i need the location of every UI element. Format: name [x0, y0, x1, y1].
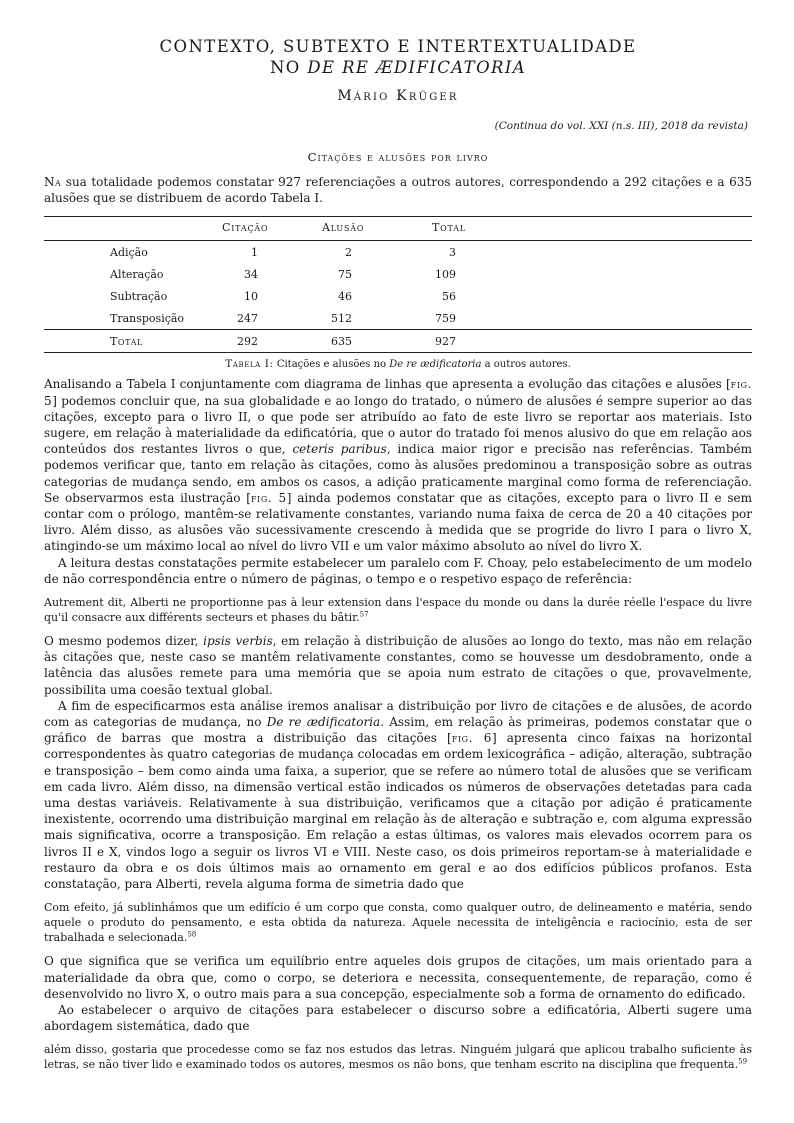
paragraph-equilibrio: O que significa que se verifica um equilíbrio entre aqueles dois grupos de citações, um mais orientado para a materialidade da obra que, como o corpo, se deteriora e necessita, consequentemente, de reparação, como é desenvolvido no livro X, o outro mais para a sua concepção, especialmente sob a forma de ornamento do edificado.: [44, 954, 752, 1001]
paragraph-ipsis-verbis: O mesmo podemos dizer, ipsis verbis, em relação à distribuição de alusões ao longo do texto, mas não em relação às citações que, neste caso se mantêm relativamente constantes, como se houvesse um desdobramento, onde a latência das alusões remete para uma memória que se apoia num estrato de citações o que, provavelmente, possibilita uma coesão textual global.: [44, 634, 752, 697]
table-header-alusao: Alusão: [322, 217, 432, 241]
caption-text-1: Citações e alusões no: [273, 359, 390, 371]
table-total-row: [44, 330, 752, 353]
article-page: [44, 36, 752, 1080]
caption-text-2: a outros autores.: [481, 359, 571, 371]
table-row: [44, 285, 752, 307]
row-label: Total: [44, 330, 222, 353]
cell-alusao: 635: [322, 330, 432, 353]
cell-citacao: 10: [244, 289, 258, 303]
row-label: Adição: [110, 245, 148, 259]
paragraph-choay: A leitura destas constatações permite estabelecer um paralelo com F. Choay, pelo estabelecimento de um modelo de não correspondência entre o número de páginas, o tempo e o respetivo espaço de referência:: [44, 555, 752, 586]
cell-citacao: 247: [237, 311, 258, 325]
intro-paragraph: [44, 174, 752, 206]
block-quote-edificio: Com efeito, já sublinhámos que um edifício é um corpo que consta, como qualquer outro, de delineamento e matéria, sendo aquele o produto do pensamento, e esta obtida da natureza. Aquele necessita de inteligência e raciocínio, esta de ser trabalhada e selecionada.$^{58}$: [44, 901, 752, 945]
table-citacoes-alusoes: [44, 216, 752, 353]
title-line-1: CONTEXTO, SUBTEXTO E INTERTEXTUALIDADE: [159, 37, 637, 56]
title-line-2-italic: DE RE ÆDIFICATORIA: [307, 58, 527, 77]
cell-alusao: 512: [331, 311, 352, 325]
table-header-citacao: Citação: [222, 217, 322, 241]
cell-total: 109: [435, 267, 456, 281]
paragraph-analysis: Analisando a Tabela I conjuntamente com diagrama de linhas que apresenta a evolução das citações e alusões [fig. 5] podemos concluir que, na sua globalidade e ao longo do tratado, o número de alusões é sempre superior ao das citações, excepto para o livro II, o que pode ser atribuído ao fato de este livro se reportar aos materiais. Isto sugere, em relação à materialidade da edificatória, que o autor do tratado foi menos alusivo do que em relação aos conteúdos dos restantes livros o que, ceteris paribus, indica maior rigor e precisão nas referências. Também podemos verificar que, tanto em relação às citações, como às alusões predominou a transposição sobre as outras categorias de mudança sendo, em ambos os casos, a adição praticamente marginal como forma de referenciação. Se observarmos esta ilustração [fig. 5] ainda podemos constatar que as citações, excepto para o livro II e sem contar com o prólogo, mantêm-se relativamente constantes, variando numa faixa de cerca de 20 a 40 citações por livro. Além disso, as alusões vão sucessivamente crescendo à medida que se progride do livro I para o livro X, atingindo-se um máximo local ao nível do livro VII e um valor máximo absoluto ao nível do livro X.: [44, 377, 752, 554]
cell-alusao: 75: [338, 267, 352, 281]
row-label: Transposição: [110, 311, 185, 325]
figure-reference[interactable]: fig. 5: [44, 377, 752, 408]
table-row: [44, 263, 752, 285]
cell-citacao: 292: [222, 330, 322, 353]
table-row: [44, 241, 752, 264]
table-row: [44, 307, 752, 330]
intro-first-word: Na: [44, 175, 62, 189]
table-header-total: Total: [432, 217, 752, 241]
title-line-2-prefix: NO: [269, 58, 308, 77]
cell-total: 759: [435, 311, 456, 325]
cell-citacao: 34: [244, 267, 258, 281]
footnote-ref[interactable]: 58: [187, 930, 197, 939]
paragraph-distribution: A fim de especificarmos esta análise iremos analisar a distribuição por livro de citações e de alusões, de acordo com as categorias de mudança, no De re ædificatoria. Assim, em relação às primeiras, podemos constatar que o gráfico de barras que mostra a distribuição das citações [fig. 6] apresenta cinco faixas na horizontal correspondentes às quatro categorias de mudança colocadas em ordem lexicográfica – adição, alteração, subtração e transposição – bem como ainda uma faixa, a superior, que se refere ao número total de alusões que se verificam em cada livro. Além disso, na dimensão vertical estão indicados os números de observações detetadas para cada uma destas variáveis. Relativamente à sua distribuição, verificamos que a citação por adição é praticamente inexistente, ocorrendo uma distribuição marginal em relação às de alteração e subtração e, com alguma expressão mais significativa, ocorre a transposição. Em relação a estas últimas, os valores mais elevados ocorrem para os livros II e X, vindos logo a seguir os livros VI e VIII. Neste caso, os dois primeiros reportam-se à materialidade e restauro da obra e os dois últimos mais ao ornamento em geral e ao dos edifícios públicos profanos. Esta constatação, para Alberti, revela alguma forma de simetria dado que: [44, 698, 753, 892]
table-header-empty: [44, 217, 222, 241]
table-caption: [44, 358, 752, 370]
cell-total: 927: [432, 330, 752, 353]
section-heading: Citações e alusões por livro: [307, 150, 489, 164]
row-label: Alteração: [110, 267, 164, 281]
figure-reference[interactable]: fig. 5: [250, 490, 287, 505]
intro-text: sua totalidade podemos constatar 927 referenciações a outros autores, correspondendo a 292 citações e a 635 alusões que se distribuem de acordo Tabela I.: [44, 175, 752, 206]
block-quote-letras: além disso, gostaria que procedesse como se faz nos estudos das letras. Ninguém julgará que aplicou trabalho suficiente às letras, se não tiver lido e examinado todos os autores, mesmos os não bons, que tenham escrito na disciplina que frequenta.$^{59}$: [44, 1043, 752, 1072]
paragraph-arquivo: Ao estabelecer o arquivo de citações para estabelecer o discurso sobre a edificatória, Alberti sugere uma abordagem sistemática, dado que: [44, 1002, 752, 1034]
row-label: Subtração: [110, 289, 168, 303]
caption-label: Tabela I:: [225, 358, 274, 371]
cell-total: 3: [449, 245, 456, 259]
footnote-ref[interactable]: 59: [738, 1057, 748, 1066]
caption-italic: De re ædificatoria: [389, 359, 482, 371]
cell-alusao: 2: [345, 245, 352, 259]
article-title: [44, 36, 752, 78]
block-quote-alberti-fr: Autrement dit, Alberti ne proportionne pas à leur extension dans l'espace du monde ou dans la durée réelle l'espace du livre qu'il consacre aux différents secteurs et phases du bâtir.$^{57}$: [44, 596, 752, 625]
cell-alusao: 46: [338, 289, 352, 303]
footnote-ref[interactable]: 57: [359, 610, 369, 619]
table-header-row: [44, 217, 752, 241]
continuation-note: (Continua do vol. XXI (n.s. III), 2018 da revista): [494, 120, 748, 132]
author-name: Mário Krüger: [337, 88, 459, 104]
figure-reference[interactable]: fig. 6: [451, 731, 492, 746]
cell-total: 56: [442, 289, 456, 303]
cell-citacao: 1: [251, 245, 258, 259]
